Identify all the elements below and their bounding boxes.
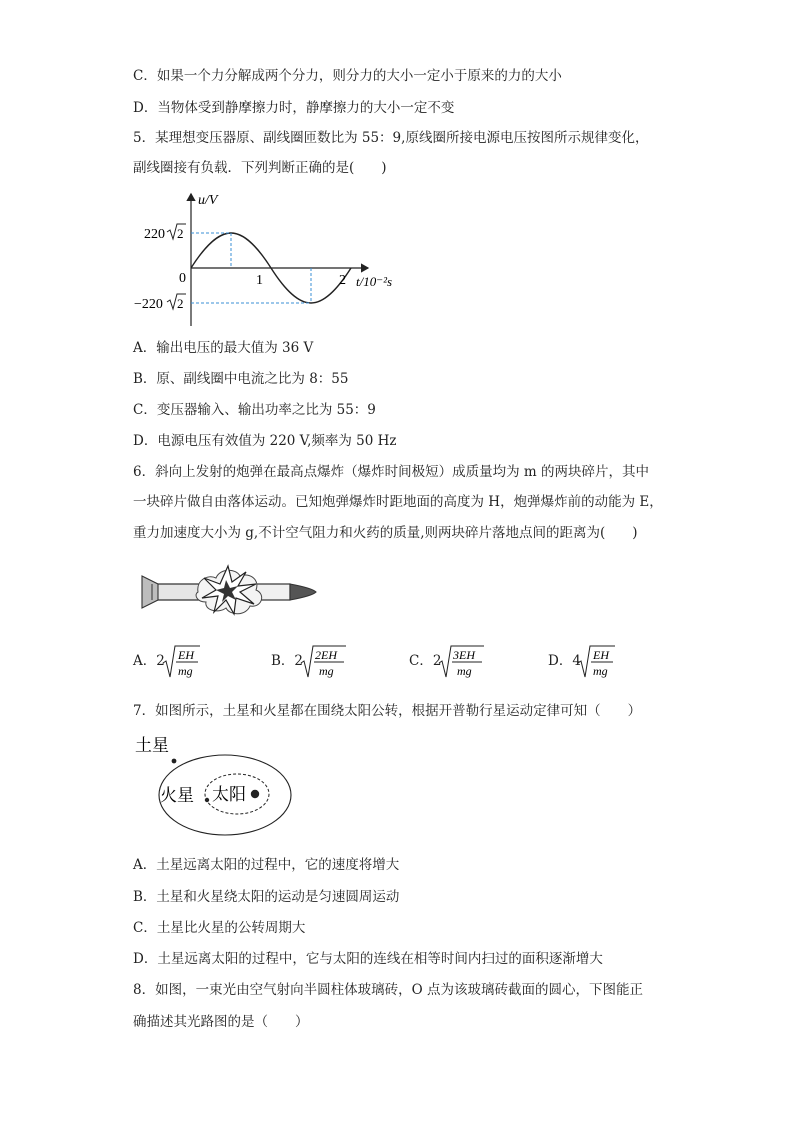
question-6-option-a <box>133 650 165 670</box>
y-max-radicand: 2 <box>177 226 184 241</box>
question-7-option-d: D．土星远离太阳的过程中，它与太阳的连线在相等时间内扫过的面积逐渐增大 <box>133 951 603 967</box>
option-prefix: D．4 <box>548 653 581 669</box>
y-axis-label: u/V <box>198 193 218 208</box>
question-6-line-3: 重力加速度大小为 g,不计空气阻力和火药的质量,则两块碎片落地点间的距离为( ) <box>133 525 638 541</box>
question-5-option-b: B．原、副线圈中电流之比为 8：55 <box>133 371 349 387</box>
orbit-diagram <box>130 730 300 842</box>
question-5-option-c: C．变压器输入、输出功率之比为 55：9 <box>133 402 376 418</box>
question-6-line-1: 6．斜向上发射的炮弹在最高点爆炸（爆炸时间极短）成质量均为 m 的两块碎片，其中 <box>133 464 649 480</box>
fraction-denominator: mg <box>593 664 608 678</box>
question-5-option-a: A．输出电压的最大值为 36 V <box>133 340 314 356</box>
y-min-coefficient: −220 <box>134 297 163 312</box>
y-max-coefficient: 220 <box>144 227 165 242</box>
radical-c <box>438 643 486 681</box>
question-8-line-1: 8．如图，一束光由空气射向半圆柱体玻璃砖，O 点为该玻璃砖截面的圆心，下图能正 <box>133 982 643 998</box>
sun-dot <box>251 790 259 798</box>
question-8-line-2: 确描述其光路图的是（ ） <box>133 1014 309 1030</box>
fraction-denominator: mg <box>178 664 193 678</box>
saturn-label: 土星 <box>135 736 169 755</box>
question-6-option-c <box>409 650 441 670</box>
mars-dot <box>205 798 209 802</box>
question-7-option-c: C．土星比火星的公转周期大 <box>133 920 306 936</box>
fraction-denominator: mg <box>319 664 334 678</box>
mars-label: 火星 <box>160 786 194 805</box>
question-6-option-b <box>271 650 303 670</box>
shell-explosion-illustration <box>138 562 318 620</box>
option-d-prev: D．当物体受到静摩擦力时，静摩擦力的大小一定不变 <box>133 100 455 116</box>
question-5-option-d: D．电源电压有效值为 220 V,频率为 50 Hz <box>133 433 397 449</box>
radical-b <box>300 643 348 681</box>
fraction-denominator: mg <box>457 664 472 678</box>
question-7-line-1: 7．如图所示，土星和火星都在围绕太阳公转，根据开普勒行星运动定律可知（ ） <box>133 703 642 719</box>
tick-label-1: 1 <box>256 273 263 288</box>
origin-label: 0 <box>179 271 186 286</box>
saturn-dot <box>172 759 177 764</box>
option-prefix: A．2 <box>133 653 165 669</box>
option-prefix: C．2 <box>409 653 442 669</box>
option-c-prev: C．如果一个力分解成两个分力，则分力的大小一定小于原来的力的大小 <box>133 68 562 84</box>
voltage-time-graph <box>130 186 410 336</box>
question-6-line-2: 一块碎片做自由落体运动。已知炮弹爆炸时距地面的高度为 H，炮弹爆炸前的动能为 E， <box>133 494 663 510</box>
question-5-line-1: 5．某理想变压器原、副线圈匝数比为 55：9,原线圈所接电源电压按图所示规律变化， <box>133 130 649 146</box>
fraction-numerator: EH <box>593 648 609 662</box>
fraction-numerator: 3EH <box>453 648 475 662</box>
question-5-line-2: 副线圈接有负载．下列判断正确的是( ) <box>133 160 387 176</box>
sun-label: 太阳 <box>212 785 246 804</box>
question-7-option-b: B．土星和火星绕太阳的运动是匀速圆周运动 <box>133 889 400 905</box>
fraction-numerator: EH <box>178 648 194 662</box>
y-min-radicand: 2 <box>177 296 184 311</box>
question-7-option-a: A．土星远离太阳的过程中，它的速度将增大 <box>133 857 400 873</box>
radical-a <box>162 643 202 681</box>
radical-d <box>577 643 617 681</box>
x-axis-label: t/10⁻²s <box>356 274 393 289</box>
question-6-option-d <box>548 650 581 670</box>
tick-label-2: 2 <box>339 273 346 288</box>
option-prefix: B．2 <box>271 653 304 669</box>
fraction-numerator: 2EH <box>315 648 337 662</box>
